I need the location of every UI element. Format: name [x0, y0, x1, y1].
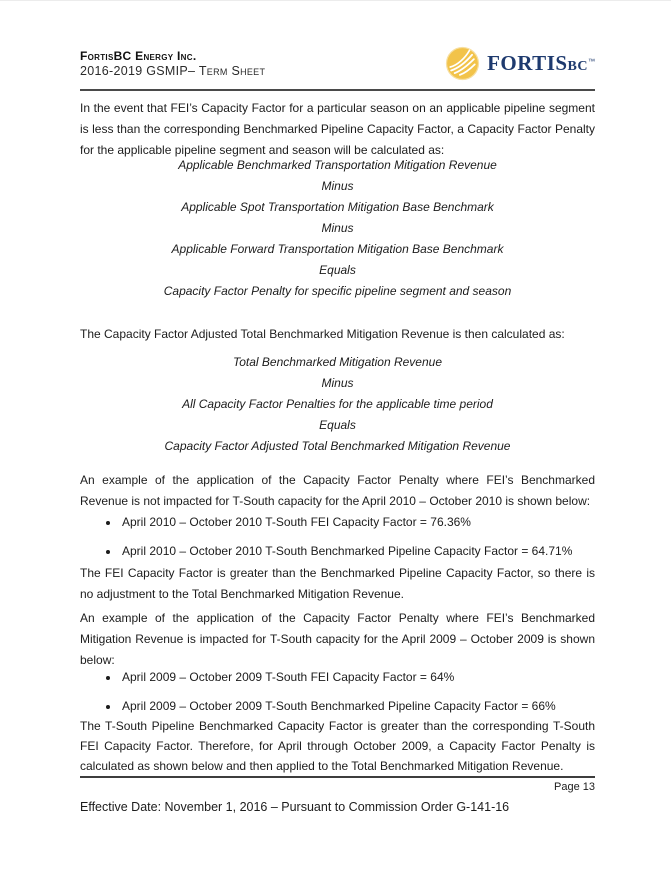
penalty-conclusion-paragraph: The T-South Pipeline Benchmarked Capacity Factor is greater than the corresponding T-South FEI Capacity Factor. Therefore, for April through October 2009, a Capacity Factor Penalty is calculated as shown below and then applied to the Total Benchmarked Mitigation Revenue.	[80, 719, 595, 773]
fortisbc-logo	[445, 46, 595, 81]
list-item: • April 2010 – October 2010 T-South FEI Capacity Factor = 76.36%	[120, 512, 595, 533]
logo-trademark-icon: ™	[588, 58, 595, 66]
adjusted-revenue-intro: The Capacity Factor Adjusted Total Benchmarked Mitigation Revenue is then calculated as:	[80, 327, 565, 341]
intro-paragraph: In the event that FEI’s Capacity Factor for a particular season on an applicable pipeline segment is less than the corresponding Benchmarked Pipeline Capacity Factor, a Capacity Factor Penalty for the applicable pipeline segment and season will be calculated as:	[80, 101, 595, 157]
formula-operator: Equals	[319, 263, 356, 277]
example-2009-paragraph: An example of the application of the Capacity Factor Penalty where FEI’s Benchmarked Mitigation Revenue is impacted for T-South capacity for the April 2009 – October 2009 is shown below:	[80, 611, 595, 667]
formula-line: Total Benchmarked Mitigation Revenue	[232, 355, 442, 369]
page-footer	[80, 776, 595, 815]
formula-operator: Minus	[321, 376, 354, 390]
adjusted-total-revenue-formula	[80, 352, 595, 457]
logo-word-fortis: FORTIS	[487, 51, 568, 75]
example-2010-bullets	[80, 512, 595, 562]
example-2009-bullets	[80, 667, 595, 717]
capacity-factor-penalty-formula	[80, 155, 595, 302]
formula-operator: Minus	[321, 221, 354, 235]
list-item: • April 2009 – October 2009 T-South Benchmarked Pipeline Capacity Factor = 66%	[120, 696, 595, 717]
effective-date-line: Effective Date: November 1, 2016 – Pursuant to Commission Order G-141-16	[80, 800, 510, 814]
fortis-fan-icon	[445, 46, 480, 81]
footer-divider	[80, 776, 595, 778]
list-item: • April 2009 – October 2009 T-South FEI Capacity Factor = 64%	[120, 667, 595, 688]
formula-line: Applicable Benchmarked Transportation Mitigation Revenue	[178, 158, 497, 172]
page-number: Page 13	[554, 781, 595, 793]
formula-result: Capacity Factor Penalty for specific pipeline segment and season	[163, 284, 512, 298]
formula-operator: Equals	[319, 418, 356, 432]
formula-line: All Capacity Factor Penalties for the applicable time period	[182, 397, 493, 411]
company-name: FortisBC Energy Inc.	[80, 49, 197, 63]
header-titles	[80, 49, 265, 80]
formula-line: Applicable Spot Transportation Mitigation Base Benchmark	[181, 200, 494, 214]
logo-word-bc: BC	[567, 59, 588, 74]
page-header	[80, 46, 595, 91]
logo-wordmark	[487, 51, 595, 76]
formula-line: Applicable Forward Transportation Mitigation Base Benchmark	[171, 242, 504, 256]
document-subtitle: 2016-2019 GSMIP– Term Sheet	[80, 64, 266, 78]
list-item: • April 2010 – October 2010 T-South Benchmarked Pipeline Capacity Factor = 64.71%	[120, 541, 595, 562]
example-2010-paragraph: An example of the application of the Capacity Factor Penalty where FEI’s Benchmarked Revenue is not impacted for T-South capacity for the April 2010 – October 2010 is shown below:	[80, 473, 595, 508]
formula-result: Capacity Factor Adjusted Total Benchmarked Mitigation Revenue	[164, 439, 511, 453]
formula-operator: Minus	[321, 179, 354, 193]
no-adjustment-paragraph: The FEI Capacity Factor is greater than the Benchmarked Pipeline Capacity Factor, so there is no adjustment to the Total Benchmarked Mitigation Revenue.	[80, 566, 595, 601]
